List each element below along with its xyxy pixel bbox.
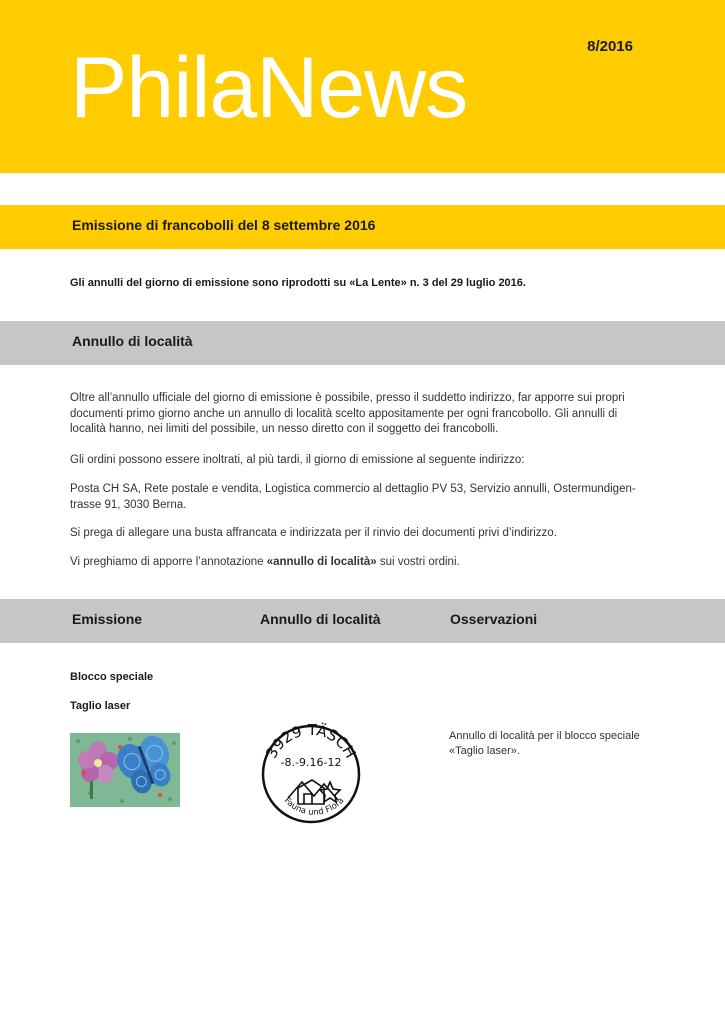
item-subtitle: Taglio laser (70, 700, 131, 712)
body-paragraph (70, 453, 650, 469)
postmark-image (258, 718, 364, 824)
column-header-annullo: Annullo di località (260, 611, 381, 627)
observation-note: Annullo di località per il blocco speciale «Taglio laser». (449, 730, 640, 757)
section-bar-annullo (0, 321, 725, 365)
paragraph-4: Si prega di allegare una busta affrancata e indirizzata per il rinvio dei documenti privi d’indirizzo. (70, 527, 557, 539)
paragraph-5-lead: Vi preghiamo di apporre l’annotazione (70, 556, 267, 568)
intro-bold-line: Gli annulli del giorno di emissione sono riprodotti su «La Lente» n. 3 del 29 luglio 2016. (70, 277, 526, 289)
section-heading: Emissione di francobolli del 8 settembre 2016 (72, 217, 376, 233)
item-name: Blocco speciale (70, 671, 154, 683)
paragraph-5-emphasis: «annullo di località» (266, 556, 377, 568)
body-paragraph (70, 555, 650, 571)
stamp-image (70, 733, 180, 807)
section-bar-emission (0, 205, 725, 249)
postmark-illustration (258, 718, 364, 824)
postmark-top-text: 3929 TÄSCH (262, 720, 360, 762)
postmark-bottom-text: Fauna und Flora (281, 795, 347, 818)
paragraph-1: Oltre all’annullo ufficiale del giorno di emissione è possibile, presso il suddetto indirizzo, far apporre sui propri documenti primo giorno anche un annullo di località scelto appositamente per ogni francobollo. Gli annulli di località hanno, nei limiti del possibile, un nesso diretto con il soggetto dei francobolli. (70, 392, 625, 435)
paragraph-5 (70, 555, 650, 571)
section-heading: Annullo di località (72, 333, 193, 349)
postmark-date: -8.-9.16-12 (280, 756, 342, 769)
stamp-illustration (70, 733, 180, 807)
paragraph-2: Gli ordini possono essere inoltrati, al più tardi, il giorno di emissione al seguente indirizzo: (70, 454, 525, 466)
column-header-osservazioni: Osservazioni (450, 611, 538, 627)
body-paragraph (70, 391, 650, 438)
publication-title: PhilaNews (70, 40, 468, 136)
issue-number: 8/2016 (587, 38, 633, 55)
table-header-bar (0, 599, 725, 643)
body-paragraph (70, 482, 650, 513)
paragraph-5-tail: sui vostri ordini. (376, 556, 460, 568)
body-paragraph (70, 526, 650, 542)
column-header-emissione: Emissione (72, 611, 143, 627)
paragraph-3: Posta CH SA, Rete postale e vendita, Logistica commercio al dettaglio PV 53, Servizio annulli, Ostermundigen-trasse 91, 3030 Berna. (70, 483, 636, 511)
masthead (0, 0, 725, 173)
